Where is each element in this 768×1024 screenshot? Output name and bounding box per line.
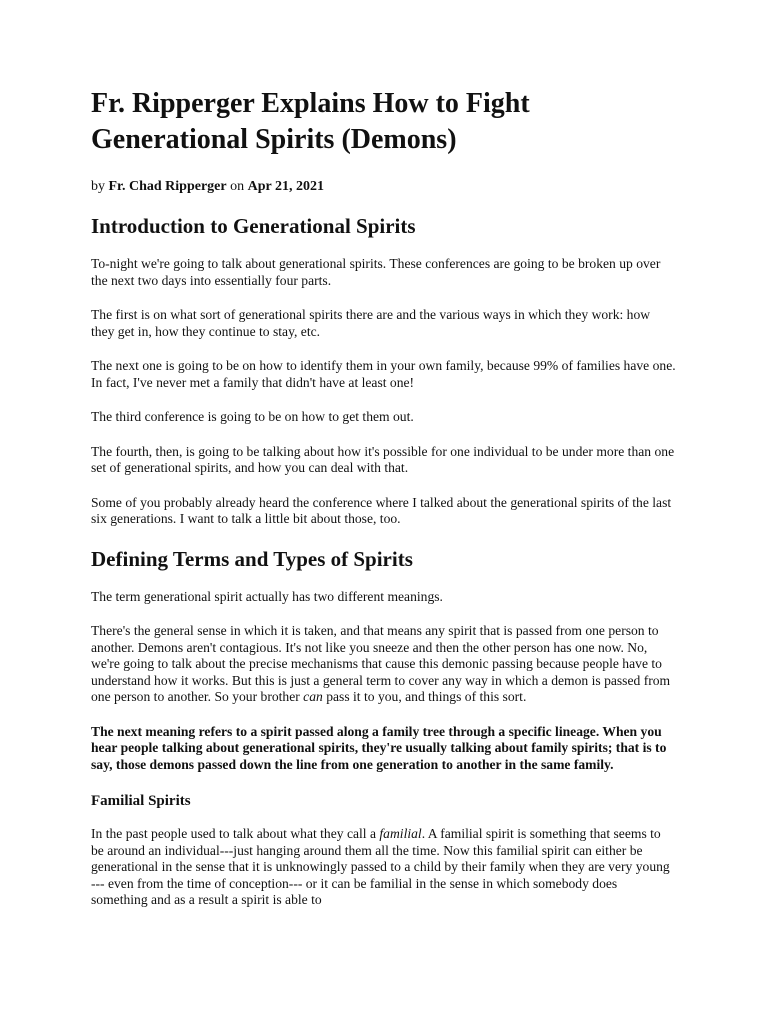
defining-paragraph-2-text-a: There's the general sense in which it is taken, and that means any spirit that is passed from one person to another. Demons aren't contagious. It's not like you sneeze and then the other person has one now. No, we're going to talk about the precise mechanisms that cause this demonic passing because people have to understand how it works. But this is just a general term to cover any way in which a demon is passed from one person to another. So your brother — [91, 623, 671, 704]
intro-paragraph-6: Some of you probably already heard the conference where I talked about the generational spirits of the last six generations. I want to talk a little bit about those, too. — [91, 494, 672, 526]
intro-paragraph-3: The next one is going to be on how to identify them in your own family, because 99% of families have one. In fact, I've never met a family that didn't have at least one! — [91, 358, 676, 390]
intro-paragraph-5: The fourth, then, is going to be talking about how it's possible for one individual to be under more than one set of generational spirits, and how you can deal with that. — [91, 443, 675, 475]
defining-paragraph-1: The term generational spirit actually has two different meanings. — [91, 588, 443, 604]
article — [91, 86, 676, 927]
publish-date: Apr 21, 2021 — [247, 179, 324, 194]
intro-paragraph-4: The third conference is going to be on how to get them out. — [91, 409, 414, 424]
intro-paragraph-2: The first is on what sort of generational spirits there are and the various ways in which they work: how they get in, how they continue to stay, etc. — [91, 307, 651, 339]
familial-paragraph-1-text-a: In the past people used to talk about what they call a — [91, 826, 380, 841]
emphasis-familial: familial — [379, 826, 422, 841]
defining-paragraph-2 — [91, 623, 676, 706]
byline-on: on — [230, 179, 245, 194]
byline — [91, 178, 676, 196]
defining-paragraph-3-bold: The next meaning refers to a spirit passed along a family tree through a specific lineage. When you hear people talking about generational spirits, they're usually talking about family spirits; that is to say, those demons passed down the line from one generation to another in the same family. — [91, 723, 667, 772]
section-heading-defining: Defining Terms and Types of Spirits — [91, 546, 413, 571]
emphasis-can: can — [303, 689, 323, 704]
article-title: Fr. Ripperger Explains How to Fight Generational Spirits (Demons) — [91, 88, 530, 155]
defining-paragraph-2-text-b: pass it to you, and things of this sort. — [322, 689, 527, 704]
author-name[interactable]: Fr. Chad Ripperger — [108, 179, 227, 194]
intro-paragraph-1: To-night we're going to talk about generational spirits. These conferences are going to be broken up over the next two days into essentially four parts. — [91, 256, 661, 288]
section-heading-familial: Familial Spirits — [91, 793, 191, 809]
familial-paragraph-1 — [91, 826, 676, 909]
byline-by: by — [91, 179, 105, 194]
section-heading-intro: Introduction to Generational Spirits — [91, 214, 416, 238]
familial-paragraph-1-text-b: . A familial spirit is something that seems to be around an individual---just hanging around them all the time. Now this familial spirit can either be generational in the sense that it is unknowingly passed to a child by their family when they are very young --- even from the time of conception--- or it can be familial in the sense in which somebody does something and as a result a spirit is able to — [91, 826, 670, 907]
